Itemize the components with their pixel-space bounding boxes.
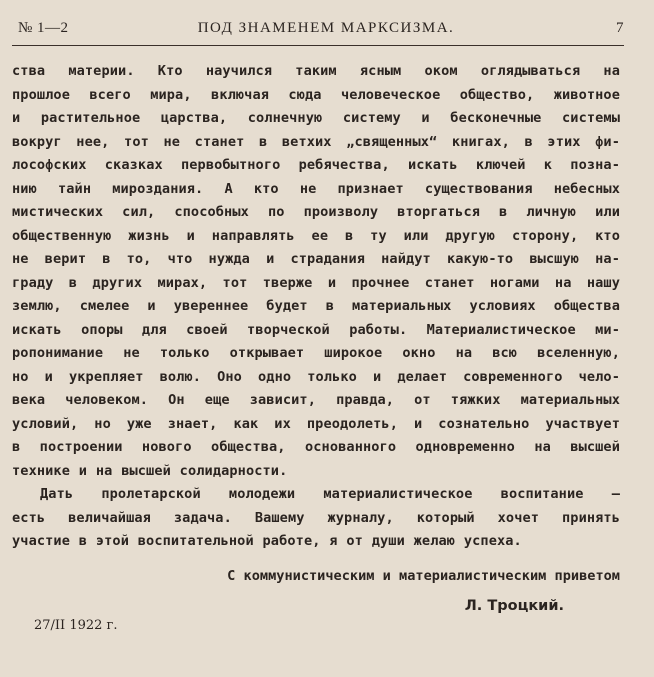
text-line: лософских сказках первобытного ребячества, искать ключей к позна-	[12, 157, 620, 173]
text-line: и растительное царства, солнечную систему и бесконечные системы	[12, 110, 620, 126]
text-line: ропонимание не только открывает широкое окно на всю вселенную,	[12, 345, 620, 361]
text-line: граду в других мирах, тот тверже и прочнее станет ногами на нашу	[12, 274, 620, 291]
text-line: мистических сил, способных по произволу вторгаться в личную или	[12, 204, 620, 220]
paragraph-2	[12, 483, 624, 554]
text-line: не верит в то, что нужда и страдания найдут какую-то высшую на-	[12, 251, 620, 267]
text-line: нию тайн мироздания. А кто не признает существования небесных	[12, 180, 620, 197]
article-body	[12, 60, 624, 554]
text-line: общественную жизнь и направлять ее в ту или другую сторону, кто	[12, 227, 620, 244]
journal-title: ПОД ЗНАМЕНЕМ МАРКСИЗМА.	[197, 20, 455, 36]
letter-date: 27/II 1922 г.	[34, 617, 118, 633]
text-line: вокруг нее, тот не станет в ветхих „священных“ книгах, в этих фи-	[12, 133, 620, 150]
page-number: 7	[616, 20, 624, 36]
text-line: но и укрепляет волю. Оно одно только и делает современного чело-	[12, 368, 620, 385]
text-line: землю, смелее и увереннее будет в материальных условиях общества	[12, 298, 620, 314]
text-line: есть величайшая задача. Вашему журналу, который хочет принять	[12, 509, 620, 526]
text-line: Дать пролетарской молодежи материалистическое воспитание —	[40, 486, 620, 502]
header-rule	[12, 45, 624, 46]
issue-number: № 1—2	[18, 20, 69, 36]
text-line: участие в этой воспитательной работе, я от души желаю успеха.	[12, 533, 522, 549]
closing-salutation: С коммунистическим и материалистическим приветом	[227, 567, 620, 584]
paragraph-1	[12, 60, 624, 483]
text-line: в построении нового общества, основанного одновременно на высшей	[12, 439, 620, 455]
running-header	[12, 20, 624, 40]
text-line: технике и на высшей солидарности.	[12, 462, 288, 479]
text-line: условий, но уже знает, как их преодолеть, и сознательно участвует	[12, 415, 620, 432]
text-line: искать опоры для своей творческой работы. Материалистическое ми-	[12, 321, 620, 338]
text-line: ства материи. Кто научился таким ясным оком оглядываться на	[12, 63, 620, 79]
signature: Л. Троцкий.	[464, 597, 564, 614]
text-line: прошлое всего мира, включая сюда человеческое общество, животное	[12, 86, 620, 103]
text-line: века человеком. Он еще зависит, правда, от тяжких материальных	[12, 392, 620, 408]
